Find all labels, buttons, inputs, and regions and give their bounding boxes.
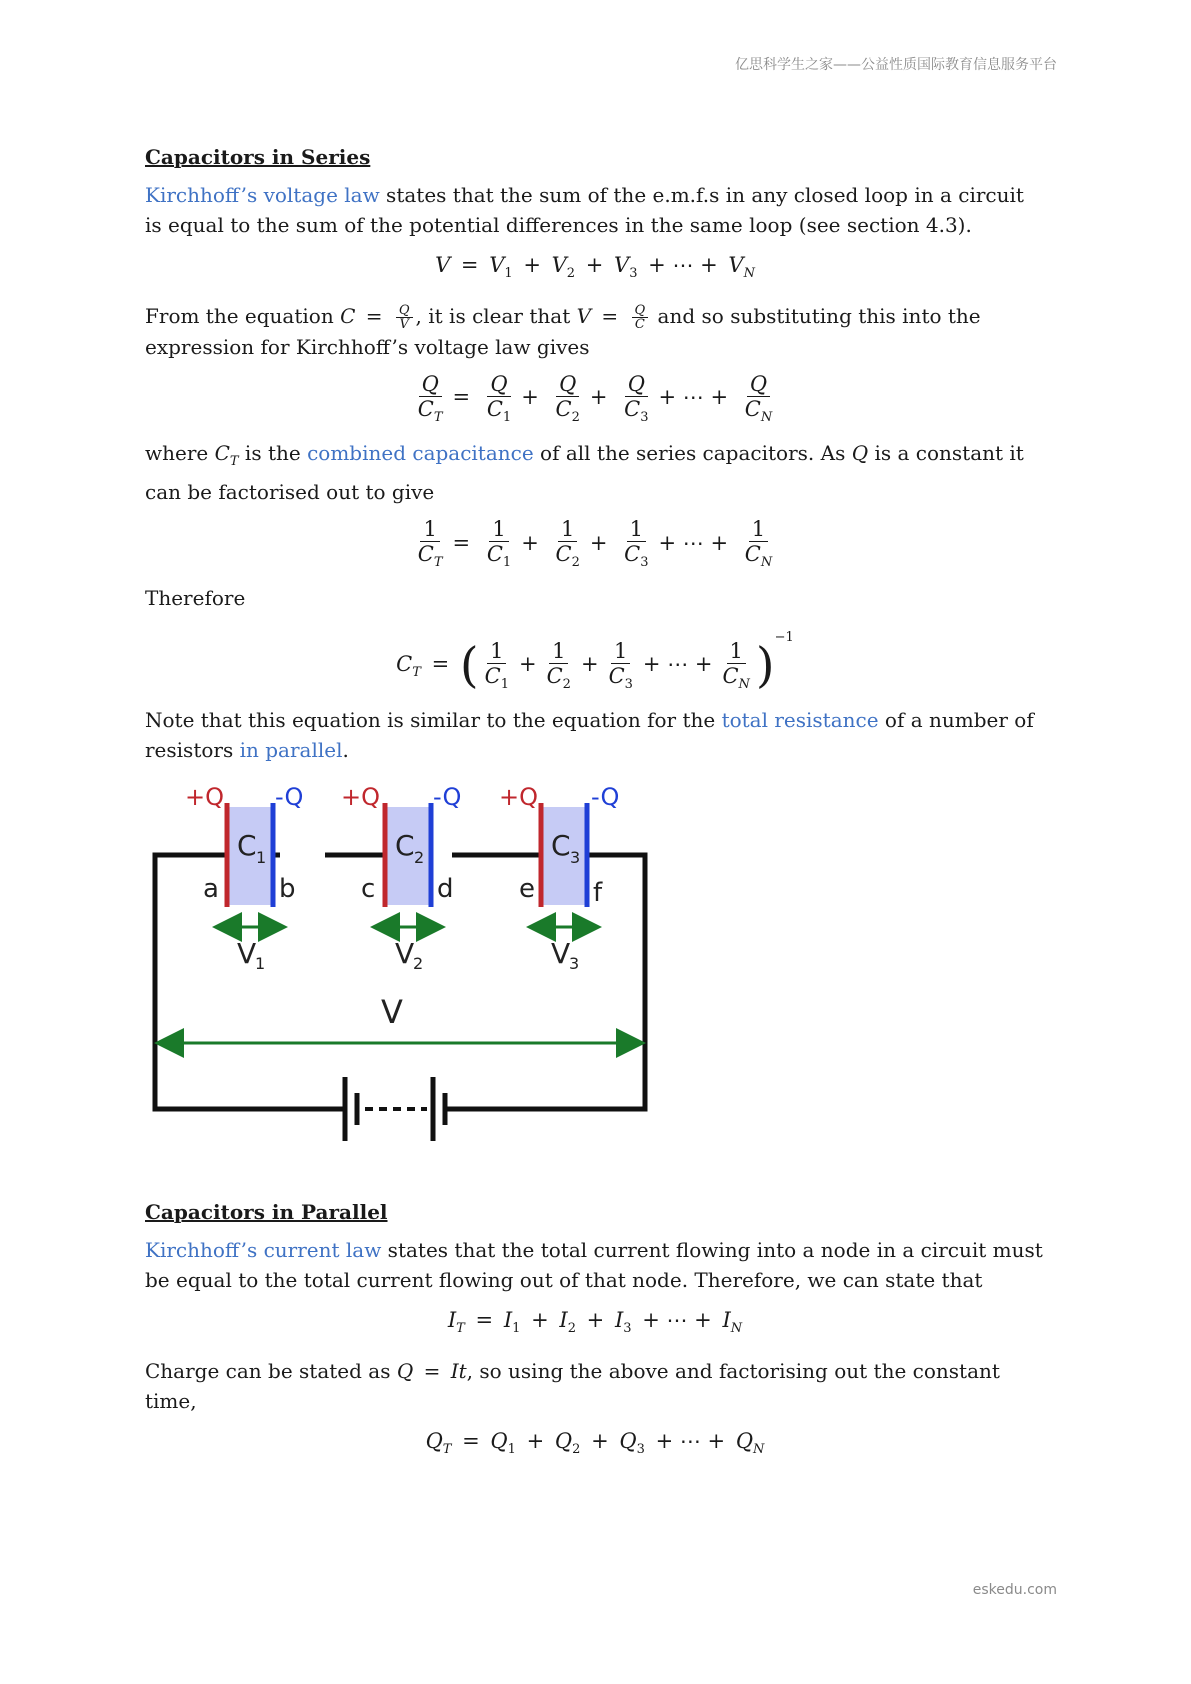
series-capacitor-diagram [145, 779, 705, 1179]
page-footer: eskedu.com [972, 1582, 1057, 1598]
voltage-3-subscript: 3 [569, 954, 580, 973]
minus-q-label: -Q [433, 783, 462, 811]
parallel-heading: Capacitors in Parallel [145, 1200, 388, 1224]
total-voltage-label: V [381, 993, 403, 1031]
charge-paragraph: Charge can be stated as Q = It, so using the above and factorising out the constant time, [145, 1359, 1000, 1414]
total-capacitance-equation: $C_T$ = ( $\frac{1}{C_1}$ + $\frac{1}{C_2}$ + $\frac{1}{C_3}$ + ⋯ + $\frac{1}{C_N}$ )$^{-1}$ [396, 630, 794, 694]
voltage-1-label: V [237, 937, 257, 970]
page-content [145, 142, 1045, 1477]
minus-q-label: -Q [591, 783, 620, 811]
kvl-link[interactable]: Kirchhoff’s voltage law [145, 183, 380, 207]
capacitor-3-label: C [551, 829, 571, 862]
charge-sum-equation: $Q_T = Q_1 + Q_2 + Q_3$ + ⋯ + $Q_N$ [425, 1429, 765, 1458]
capacitor-2-subscript: 2 [414, 848, 425, 867]
combined-capacitance-paragraph: where $C_T$ is the combined capacitance of all the series capacitors. As Q is a constant it can be factorised out to give [145, 441, 1024, 505]
combined-capacitance-link[interactable]: combined capacitance [307, 441, 534, 466]
charge-capacitance-equation: $\frac{Q}{C_T}$ = $\frac{Q}{C_1}$ + $\frac{Q}{C_2}$ + $\frac{Q}{C_3}$ + ⋯ + $\frac{Q}{C_N}$ [417, 371, 773, 426]
circuit-svg [145, 779, 705, 1179]
total-resistance-link[interactable]: total resistance [721, 708, 879, 732]
plus-q-label: +Q [185, 783, 224, 811]
capacitor-3-subscript: 3 [570, 848, 581, 867]
voltage-1-subscript: 1 [255, 954, 266, 973]
voltage-2-subscript: 2 [413, 954, 424, 973]
capacitor-1-label: C [237, 829, 257, 862]
terminal-c-label: c [361, 874, 376, 904]
substitution-paragraph: From the equation C = $\frac{Q}{V}$ , it is clear that V = $\frac{Q}{C}$ and so substituting this into the expression for Kirchhoff’s voltage law gives [145, 302, 981, 359]
minus-q-label: -Q [275, 783, 304, 811]
voltage-3-label: V [551, 937, 571, 970]
kcl-paragraph: Kirchhoff’s current law states that the total current flowing into a node in a circuit must be equal to the total current flowing out of that node. Therefore, we can state that [145, 1238, 1043, 1292]
plus-q-label: +Q [341, 783, 380, 811]
therefore-text: Therefore [145, 586, 246, 611]
current-sum-equation: $I_T = I_1 + I_2 + I_3$ + ⋯ + $I_N$ [447, 1308, 743, 1337]
q-over-c: $\frac{Q}{C}$ [632, 304, 649, 332]
page-header: 亿思科学生之家——公益性质国际教育信息服务平台 [735, 57, 1057, 73]
kvl-paragraph: Kirchhoff’s voltage law states that the sum of the e.m.f.s in any closed loop in a circuit is equal to the sum of the potential differences in the same loop (see section 4.3). [145, 183, 1024, 237]
plus-q-label: +Q [499, 783, 538, 811]
terminal-d-label: d [437, 874, 454, 904]
voltage-2-label: V [395, 937, 415, 970]
capacitor-2-label: C [395, 829, 415, 862]
terminal-b-label: b [279, 874, 296, 904]
in-parallel-link[interactable]: in parallel [239, 738, 343, 762]
resistance-note-paragraph: Note that this equation is similar to the equation for the total resistance of a number of resistors in parallel. [145, 708, 1034, 762]
terminal-f-label: f [593, 878, 603, 908]
kcl-link[interactable]: Kirchhoff’s current law [145, 1238, 382, 1262]
capacitor-1-subscript: 1 [256, 848, 267, 867]
reciprocal-equation: $\frac{1}{C_T}$ = $\frac{1}{C_1}$ + $\frac{1}{C_2}$ + $\frac{1}{C_3}$ + ⋯ + $\frac{1}{C_N}$ [417, 517, 773, 571]
terminal-e-label: e [519, 874, 535, 904]
series-heading: Capacitors in Series [145, 145, 371, 169]
terminal-a-label: a [203, 874, 219, 904]
voltage-sum-equation: $V = V_1 + V_2 + V_3$ + ⋯ + $V_N$ [435, 253, 755, 282]
q-over-v: $\frac{Q}{V}$ [396, 304, 413, 332]
